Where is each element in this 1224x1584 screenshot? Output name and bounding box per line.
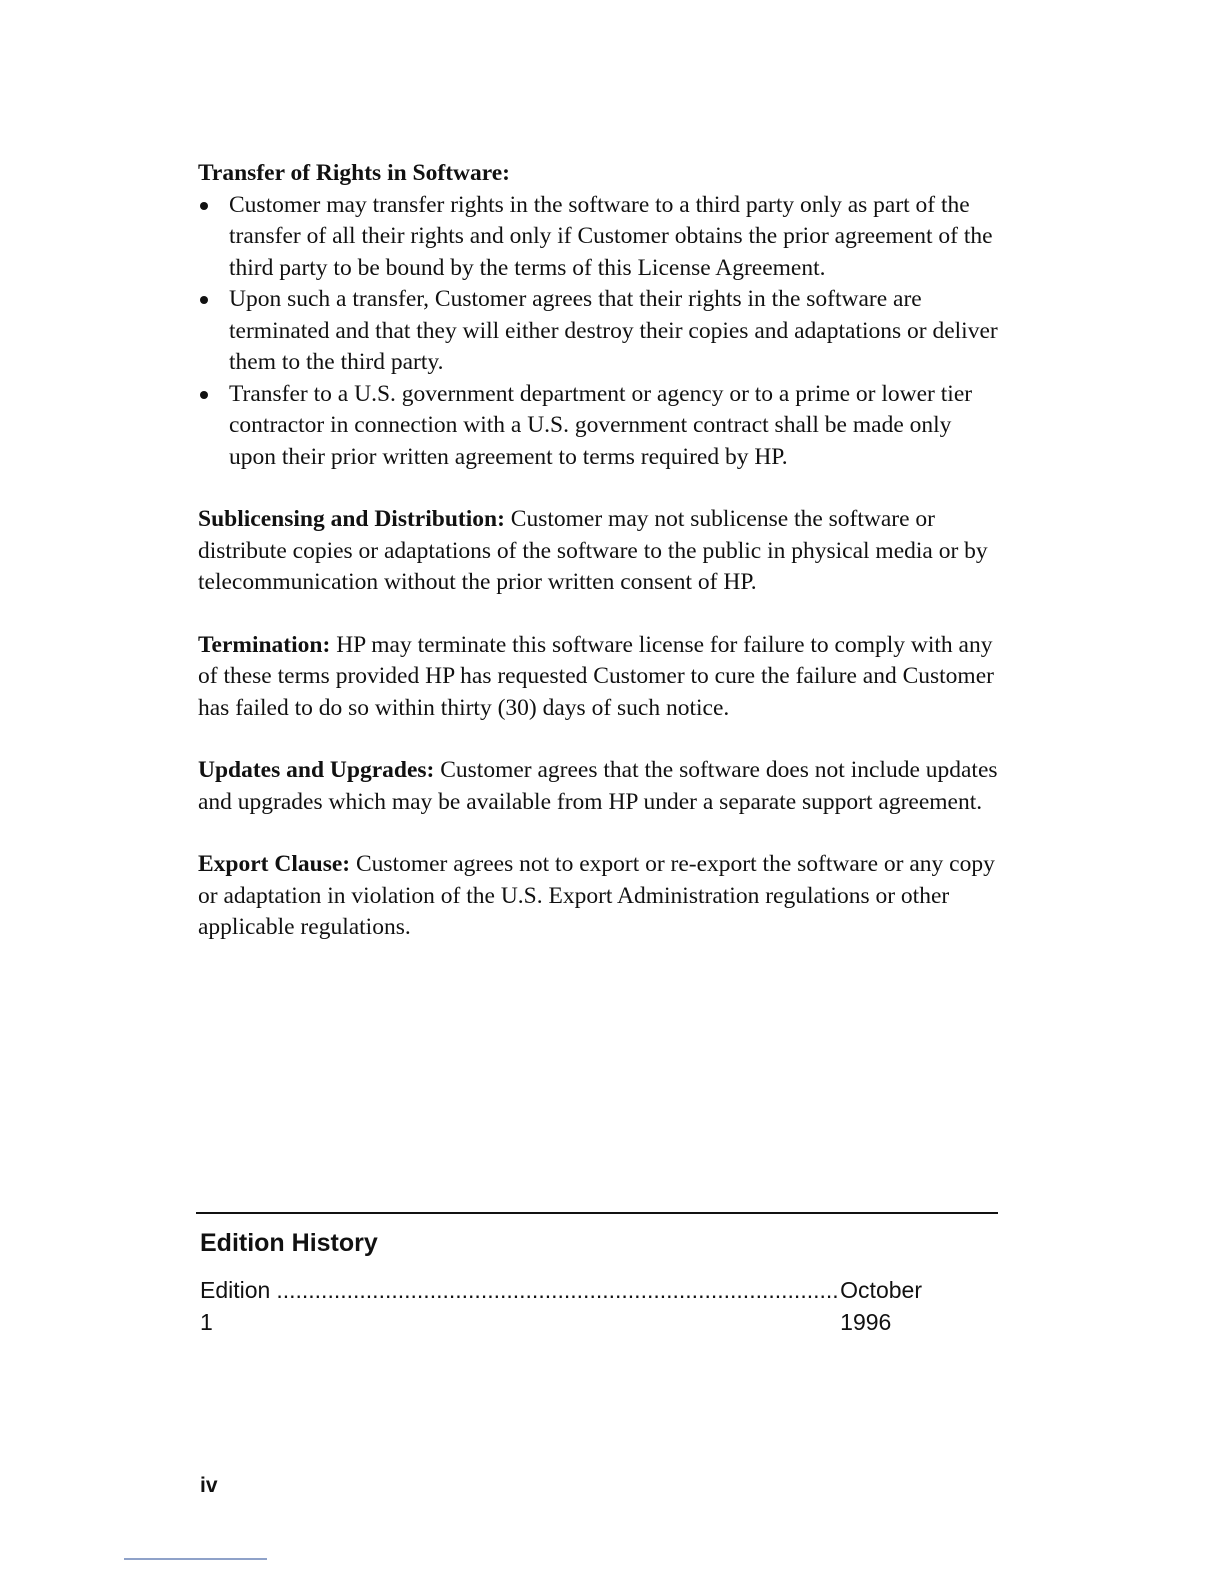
list-item: [198, 190, 998, 285]
sublicensing-heading: Sublicensing and Distribution:: [198, 506, 505, 532]
updates-section: [198, 755, 998, 818]
bullet-text: Upon such a transfer, Customer agrees that their rights in the software are terminated and that they will either destroy their copies and adaptations or deliver them to the third party.: [229, 286, 998, 375]
bullet-icon: [200, 296, 208, 304]
edition-entry: [200, 1274, 922, 1338]
page-number: iv: [200, 1474, 218, 1497]
export-section: [198, 849, 998, 944]
section-divider: [196, 1212, 998, 1214]
list-item: [198, 284, 998, 379]
bullet-icon: [200, 391, 208, 399]
transfer-of-rights-section: [198, 158, 998, 473]
export-text: Customer agrees not to export or re-export the software or any copy or adaptation in violation of the U.S. Export Administration regulations or other applicable regulations.: [198, 851, 995, 940]
list-item: [198, 379, 998, 474]
sublicensing-paragraph: [198, 504, 998, 599]
bullet-icon: [200, 202, 208, 210]
termination-section: [198, 630, 998, 725]
termination-heading: Termination:: [198, 631, 331, 658]
sublicensing-section: [198, 504, 998, 599]
scan-edge-mark: [124, 1558, 267, 1560]
export-heading: Export Clause:: [198, 851, 351, 877]
sublicensing-text: Customer may not sublicense the software or distribute copies or adaptations of the software to the public in physical media or by telecommunication without the prior written consent of HP.: [198, 506, 988, 595]
transfer-of-rights-heading: Transfer of Rights in Software:: [198, 160, 511, 186]
updates-text: Customer agrees that the software does not include updates and upgrades which may be available from HP under a separate support agreement.: [198, 757, 998, 815]
edition-history-heading: Edition History: [200, 1229, 378, 1257]
bullet-text: Transfer to a U.S. government department or agency or to a prime or lower tier contractor in connection with a U.S. government contract shall be made only upon their prior written agreement to terms required by HP.: [229, 380, 973, 470]
termination-paragraph: [198, 630, 998, 725]
transfer-bullet-list: [198, 190, 998, 474]
edition-label: Edition 1: [200, 1277, 271, 1335]
updates-paragraph: [198, 755, 998, 818]
dot-leader: [276, 1274, 838, 1306]
edition-date: October 1996: [840, 1277, 922, 1335]
export-paragraph: [198, 849, 998, 944]
bullet-text: Customer may transfer rights in the software to a third party only as part of the transfer of all their rights and only if Customer obtains the prior agreement of the third party to be bound by the terms of this License Agreement.: [229, 191, 993, 281]
termination-text: HP may terminate this software license for failure to comply with any of these terms provided HP has requested Customer to cure the failure and Customer has failed to do so within thirty (30) days of such notice.: [198, 631, 994, 721]
license-terms: [198, 158, 998, 975]
updates-heading: Updates and Upgrades:: [198, 757, 435, 783]
